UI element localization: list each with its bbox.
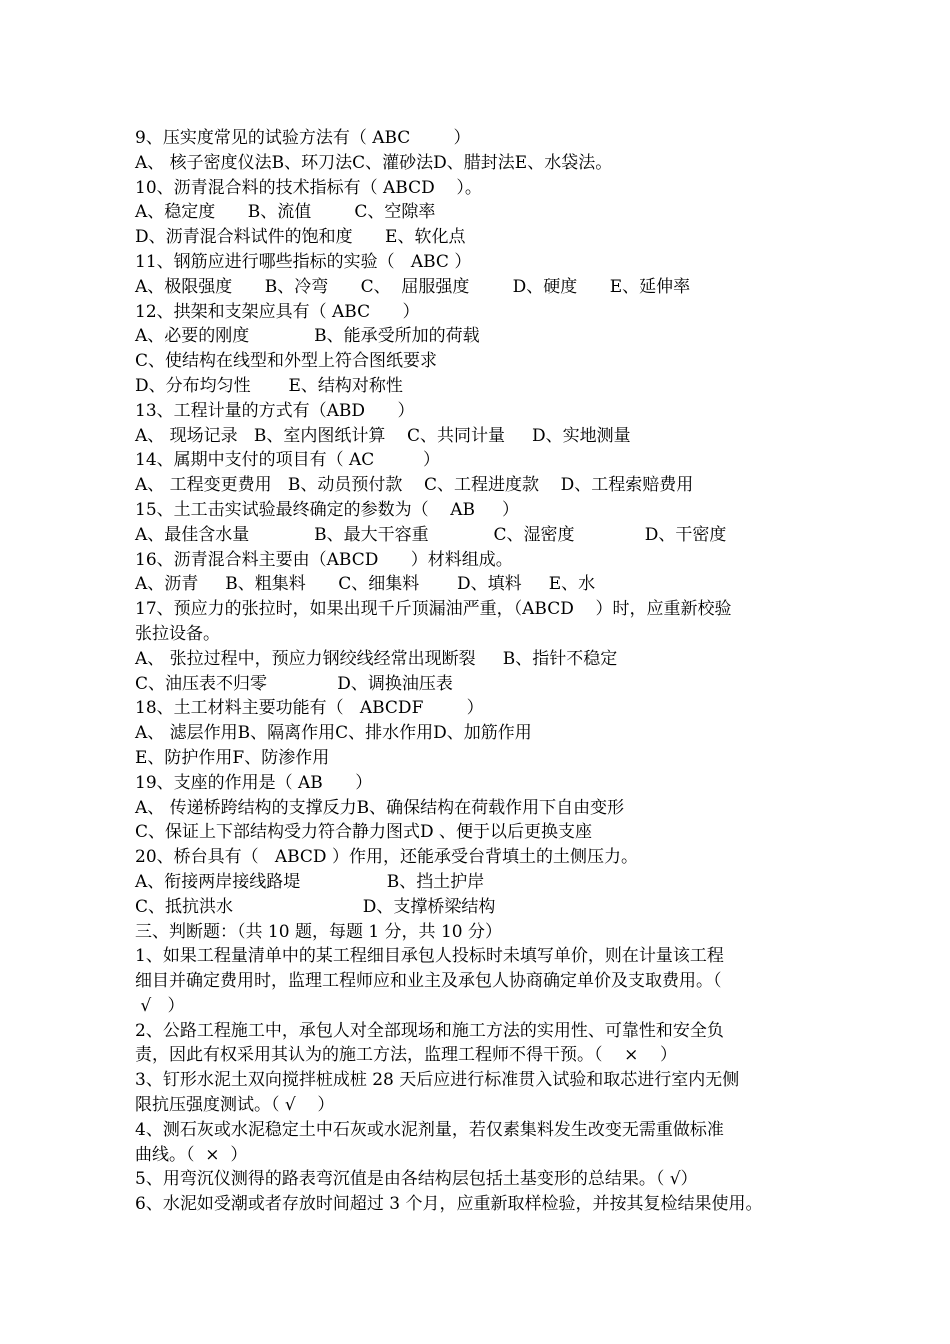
judgment-4-continued: 曲线。（ × ）: [135, 1144, 248, 1165]
question-11-options: A、极限强度 B、冷弯 C、 屈服强度 D、硬度 E、延伸率: [135, 276, 691, 297]
question-10: 10、沥青混合料的技术指标有（ ABCD ）。: [135, 177, 482, 198]
question-15-options: A、最佳含水量 B、最大干容重 C、湿密度 D、干密度: [135, 524, 727, 545]
judgment-1-answer: √ ）: [135, 995, 185, 1016]
judgment-1-continued: 细目并确定费用时，监理工程师应和业主及承包人协商确定单价及支取费用。（: [135, 971, 722, 992]
question-18: 18、土工材料主要功能有（ ABCDF ）: [135, 698, 484, 719]
judgment-3-continued: 限抗压强度测试。（ √ ）: [135, 1095, 335, 1116]
question-12-options-3: D、分布均匀性 E、结构对称性: [135, 375, 403, 396]
question-9-options: A、 核子密度仪法B、环刀法C、灌砂法D、腊封法E、水袋法。: [135, 152, 613, 173]
question-19: 19、支座的作用是（ AB ）: [135, 772, 373, 793]
question-18-options-1: A、 滤层作用B、隔离作用C、排水作用D、加筋作用: [135, 723, 532, 744]
document-page: [135, 126, 830, 1217]
question-17: 17、预应力的张拉时，如果出现千斤顶漏油严重，（ABCD ）时，应重新校验: [135, 599, 732, 620]
question-16-options: A、沥青 B、粗集料 C、细集料 D、填料 E、水: [135, 574, 596, 595]
judgment-2-continued: 责，因此有权采用其认为的施工方法，监理工程师不得干预。（ × ）: [135, 1045, 677, 1066]
question-13: 13、工程计量的方式有（ABD ）: [135, 400, 415, 421]
question-20-options-1: A、衔接两岸接线路堤 B、挡土护岸: [135, 871, 485, 892]
question-20-options-2: C、抵抗洪水 D、支撑桥梁结构: [135, 896, 496, 917]
question-17-options-2: C、油压表不归零 D、调换油压表: [135, 673, 453, 694]
question-16: 16、沥青混合料主要由（ABCD ）材料组成。: [135, 549, 513, 570]
question-18-options-2: E、防护作用F、防渗作用: [135, 747, 330, 768]
judgment-4: 4、测石灰或水泥稳定土中石灰或水泥剂量，若仅素集料发生改变无需重做标准: [135, 1119, 724, 1140]
question-19-options-1: A、 传递桥跨结构的支撑反力B、确保结构在荷载作用下自由变形: [135, 797, 625, 818]
question-14: 14、属期中支付的项目有（ AC ）: [135, 450, 440, 471]
question-17-options-1: A、 张拉过程中，预应力钢绞线经常出现断裂 B、指针不稳定: [135, 648, 618, 669]
judgment-5: 5、用弯沉仪测得的路表弯沉值是由各结构层包括土基变形的总结果。（ √）: [135, 1169, 698, 1190]
question-10-options-1: A、稳定度 B、流值 C、空隙率: [135, 202, 436, 223]
judgment-1: 1、如果工程量清单中的某工程细目承包人投标时未填写单价，则在计量该工程: [135, 946, 724, 967]
question-15: 15、土工击实试验最终确定的参数为（ AB ）: [135, 499, 520, 520]
question-14-options: A、 工程变更费用 B、动员预付款 C、工程进度款 D、工程索赔费用: [135, 475, 694, 496]
question-13-options: A、 现场记录 B、室内图纸计算 C、共同计量 D、实地测量: [135, 425, 631, 446]
judgment-2: 2、公路工程施工中，承包人对全部现场和施工方法的实用性、可靠性和安全负: [135, 1020, 724, 1041]
question-12-options-1: A、必要的刚度 B、能承受所加的荷载: [135, 326, 480, 347]
question-12: 12、拱架和支架应具有（ ABC ）: [135, 301, 420, 322]
question-10-options-2: D、沥青混合料试件的饱和度 E、软化点: [135, 227, 466, 248]
question-17-continued: 张拉设备。: [135, 623, 220, 644]
question-11: 11、钢筋应进行哪些指标的实验（ ABC ）: [135, 251, 472, 272]
question-12-options-2: C、使结构在线型和外型上符合图纸要求: [135, 351, 438, 372]
judgment-3: 3、钉形水泥土双向搅拌桩成桩 28 天后应进行标准贯入试验和取芯进行室内无侧: [135, 1070, 740, 1091]
question-20: 20、桥台具有（ ABCD ）作用，还能承受台背填土的土侧压力。: [135, 847, 638, 868]
question-9: 9、压实度常见的试验方法有（ ABC ）: [135, 128, 471, 148]
judgment-6: 6、水泥如受潮或者存放时间超过 3 个月，应重新取样检验，并按其复检结果使用。: [135, 1194, 763, 1215]
section-heading-judgment: 三、判断题：（共 10 题，每题 1 分，共 10 分）: [135, 921, 503, 942]
question-19-options-2: C、保证上下部结构受力符合静力图式D 、便于以后更换支座: [135, 822, 593, 843]
